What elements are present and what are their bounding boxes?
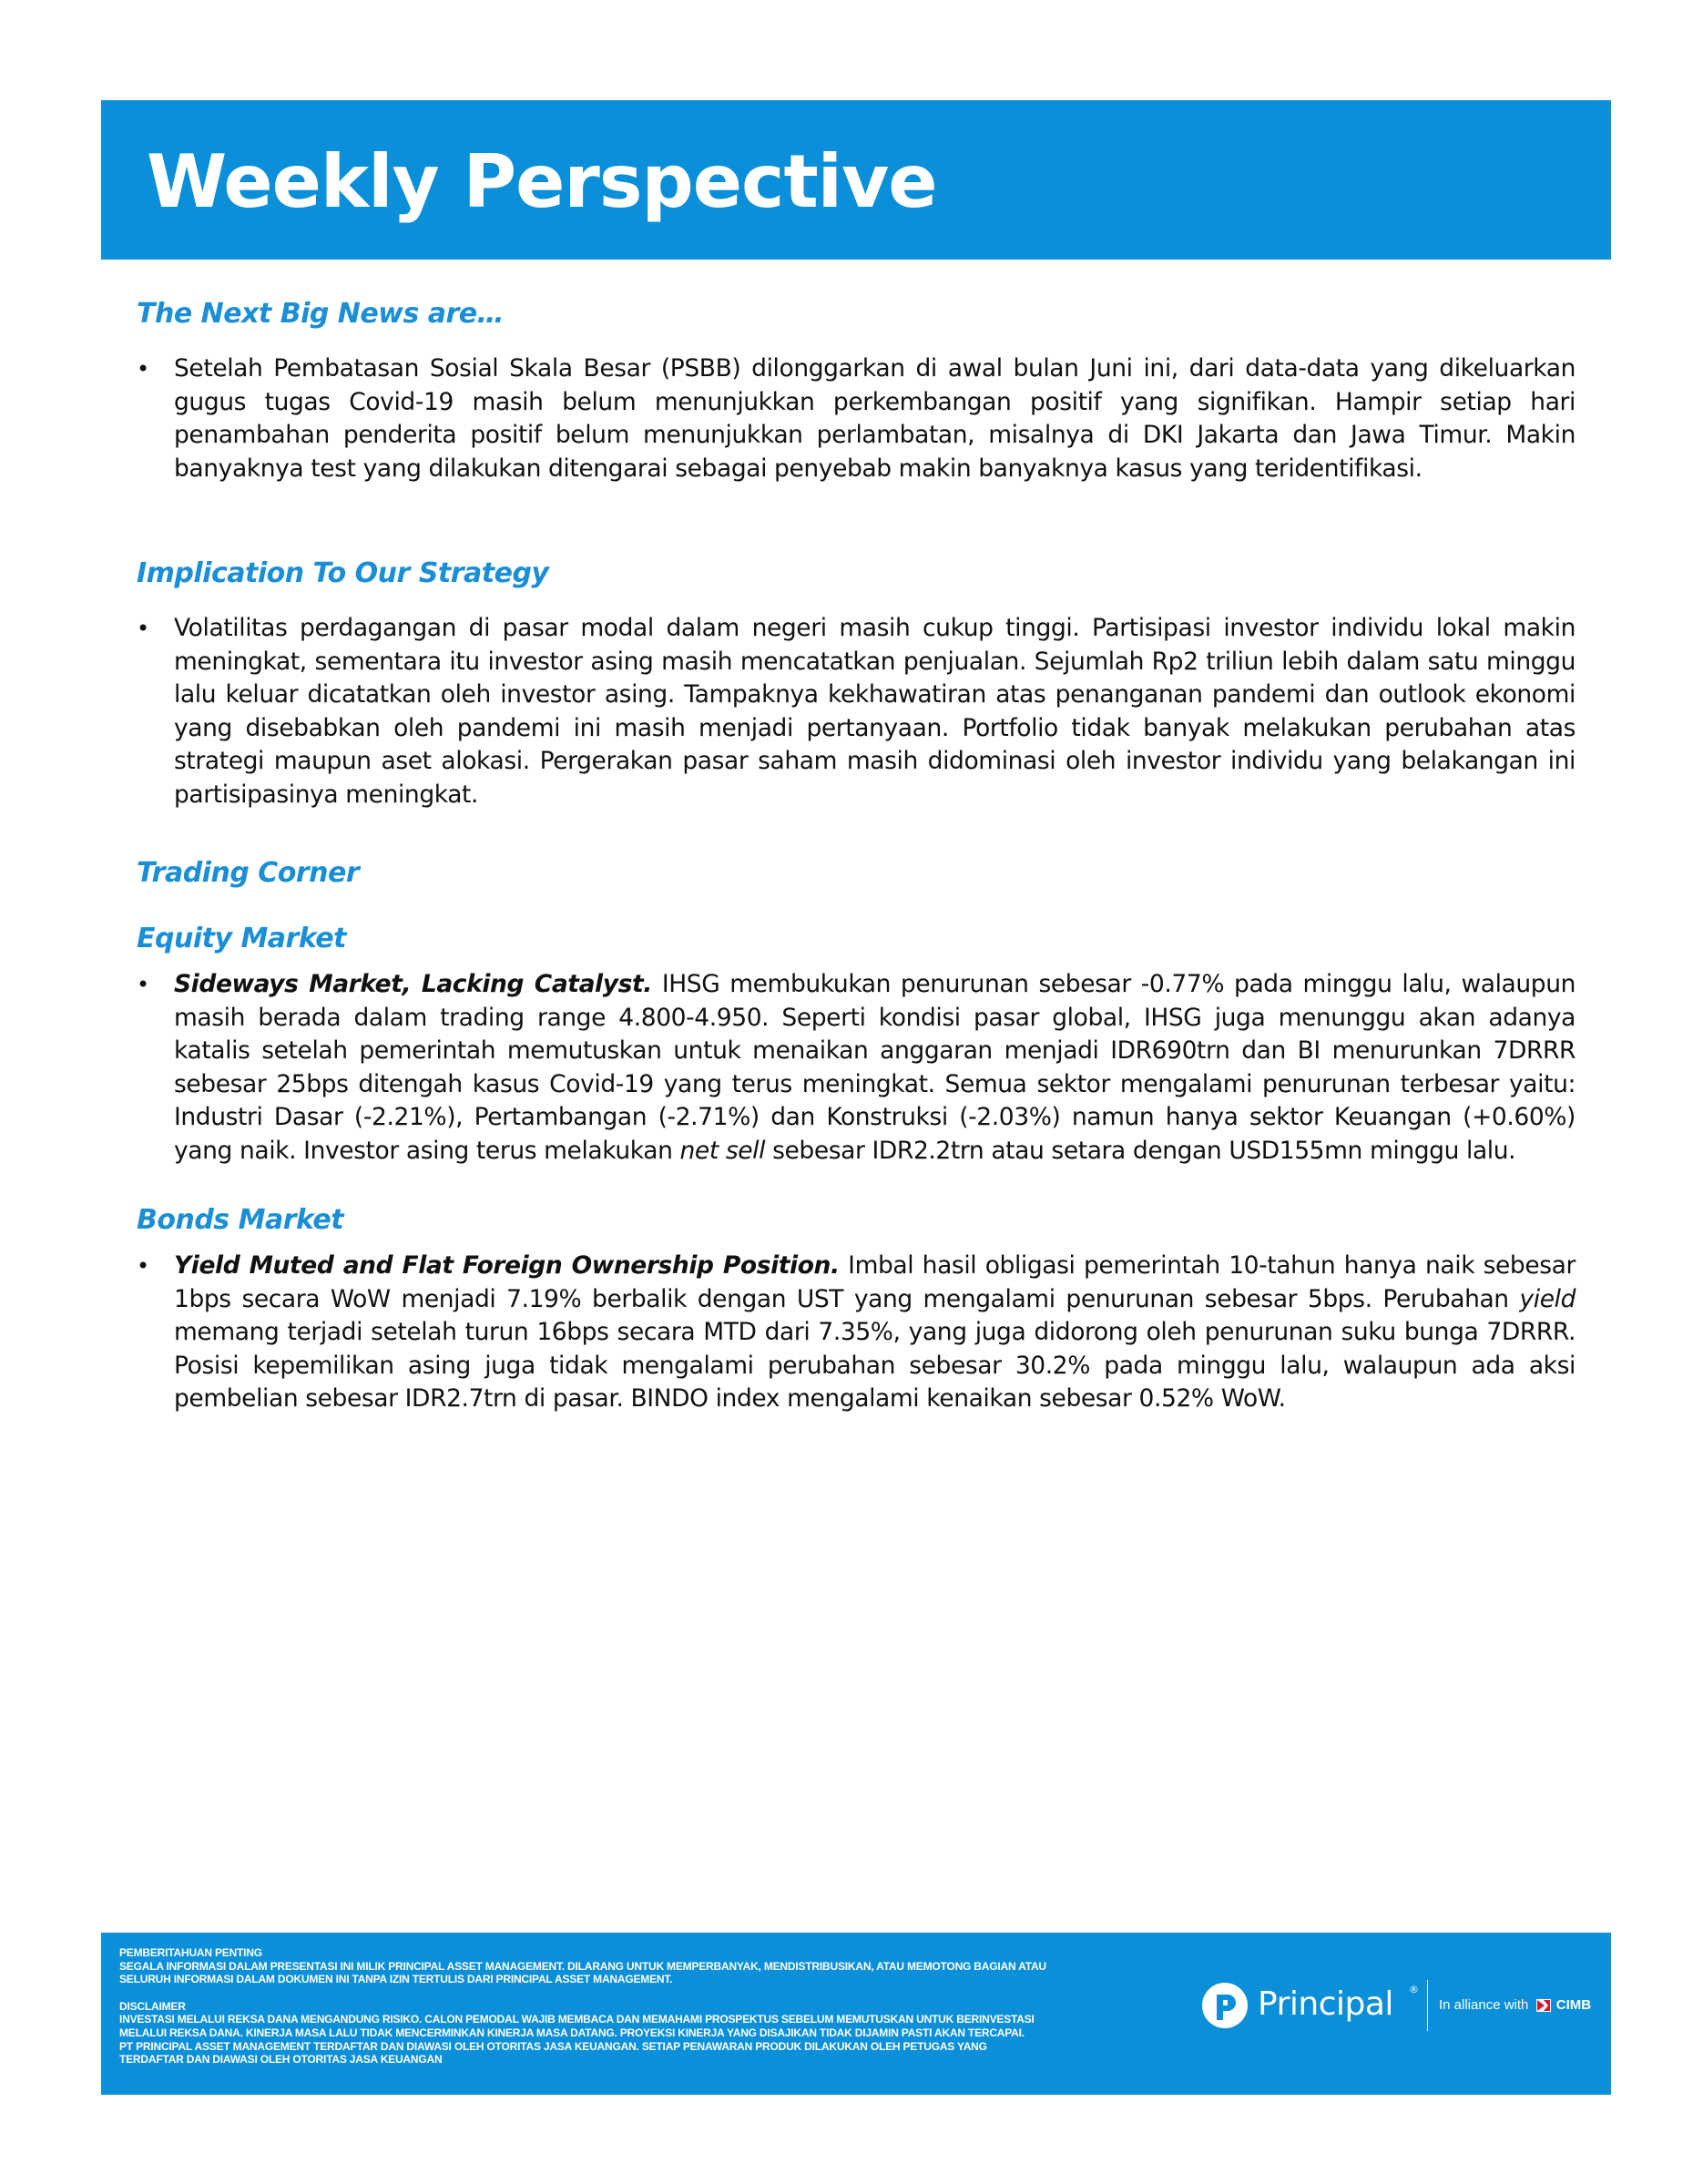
section-heading-next-big-news: The Next Big News are… <box>137 298 505 330</box>
bullet-dot-icon: • <box>137 972 149 997</box>
notice-line: SEGALA INFORMASI DALAM PRESENTASI INI MILIK PRINCIPAL ASSET MANAGEMENT. DILARANG UNTUK MEMPERBANYAK, MENDISTRIBUSIKAN, ATAU MEMOTONG BAGIAN ATAU <box>119 1959 1046 1973</box>
bullet-dot-icon: • <box>137 616 149 641</box>
implication-list <box>137 612 1576 811</box>
page-title: Weekly Perspective <box>147 139 937 224</box>
alliance-label <box>1439 1996 1591 2015</box>
equity-lead: Sideways Market, Lacking Catalyst. <box>174 970 652 998</box>
bonds-text-2: memang terjadi setelah turun 16bps secara MTD dari 7.35%, yang juga didorong oleh penurunan suku bunga 7DRRR. Posisi kepemilikan asing juga tidak mengalami perubahan sebesar 30.2% pada minggu lalu, walaupun ada aksi pembelian sebesar IDR2.7trn di pasar. BINDO index mengalami kenaikan sebesar 0.52% WoW. <box>174 1318 1576 1413</box>
bullet-dot-icon: • <box>137 356 149 382</box>
alliance-text: In alliance with <box>1439 1997 1529 2013</box>
bullet-dot-icon: • <box>137 1253 149 1279</box>
notice-line: SELURUH INFORMASI DALAM DOKUMEN INI TANPA IZIN TERTULIS DARI PRINCIPAL ASSET MANAGEMENT. <box>119 1973 673 1986</box>
cimb-wordmark: CIMB <box>1555 1997 1592 2013</box>
footer-band <box>101 1933 1611 2095</box>
principal-wordmark: Principal <box>1258 1985 1393 2023</box>
bullet-text: Setelah Pembatasan Sosial Skala Besar (PSBB) dilonggarkan di awal bulan Juni ini, dari data-data yang dikeluarkan gugus tugas Covid-19 masih belum menunjukkan perkembangan positif yang signifikan. Hampir setiap hari penambahan penderita positif belum menunjukkan perlambatan, misalnya di DKI Jakarta dan Jawa Timur. Makin banyaknya test yang dilakukan ditengarai sebagai penyebab makin banyaknya kasus yang teridentifikasi. <box>174 354 1576 483</box>
bonds-text-1: Imbal hasil obligasi pemerintah 10-tahun hanya naik sebesar 1bps secara WoW menjadi 7.19% berbalik dengan UST yang mengalami penurunan sebesar 5bps. Perubahan <box>174 1251 1576 1313</box>
section-heading-trading-corner: Trading Corner <box>137 857 360 889</box>
equity-list <box>137 968 1576 1168</box>
registered-mark: ® <box>1409 1984 1419 1995</box>
footer-disclaimer <box>119 1946 1221 2067</box>
disclaimer-line: INVESTASI MELALUI REKSA DANA MENGANDUNG RISIKO. CALON PEMODAL WAJIB MEMBACA DAN MEMAHAMI PROSPEKTUS SEBELUM MEMUTUSKAN UNTUK BERINVESTASI <box>119 2013 1035 2026</box>
bonds-bullet <box>137 1250 1576 1416</box>
bonds-list <box>137 1250 1576 1416</box>
bullet-text: Volatilitas perdagangan di pasar modal dalam negeri masih cukup tinggi. Partisipasi investor individu lokal makin meningkat, sementara itu investor asing masih mencatatkan penjualan. Sejumlah Rp2 triliun lebih dalam satu minggu lalu keluar dicatatkan oleh investor asing. Tampaknya kekhawatiran atas penanganan pandemi dan outlook ekonomi yang disebabkan oleh pandemi ini masih menjadi pertanyaan. Portfolio tidak banyak melakukan perubahan atas strategi maupun aset alokasi. Pergerakan pasar saham masih didominasi oleh investor individu yang belakangan ini partisipasinya meningkat. <box>174 614 1576 809</box>
next-big-news-list <box>137 352 1576 485</box>
header-band <box>101 100 1611 260</box>
section-heading-bonds-market: Bonds Market <box>137 1204 344 1236</box>
equity-bullet <box>137 968 1576 1168</box>
bonds-emphasis: yield <box>1519 1284 1576 1313</box>
notice-title: PEMBERITAHUAN PENTING <box>119 1946 262 1959</box>
brand-logo <box>1201 1978 1602 2042</box>
bonds-lead: Yield Muted and Flat Foreign Ownership Position. <box>174 1251 840 1280</box>
disclaimer-title: DISCLAIMER <box>119 1999 186 2013</box>
section-heading-implication: Implication To Our Strategy <box>137 557 549 589</box>
logo-divider <box>1427 1980 1428 2031</box>
equity-text-2: sebesar IDR2.2trn atau setara dengan USD155mn minggu lalu. <box>765 1136 1516 1165</box>
section-heading-equity-market: Equity Market <box>137 923 346 954</box>
next-big-news-bullet <box>137 352 1576 485</box>
cimb-logo-icon <box>1536 1999 1551 2012</box>
principal-logo-icon <box>1201 1982 1249 2029</box>
disclaimer-line: TERDAFTAR DAN DIAWASI OLEH OTORITAS JASA KEUANGAN <box>119 2053 443 2067</box>
implication-bullet <box>137 612 1576 811</box>
disclaimer-line: PT PRINCIPAL ASSET MANAGEMENT TERDAFTAR DAN DIAWASI OLEH OTORITAS JASA KEUANGAN. SETIAP PENAWARAN PRODUK DILAKUKAN OLEH PETUGAS YANG <box>119 2039 987 2053</box>
equity-emphasis: net sell <box>679 1136 766 1165</box>
disclaimer-line: MELALUI REKSA DANA. KINERJA MASA LALU TIDAK MENCERMINKAN KINERJA MASA DATANG. PROYEKSI KINERJA YANG DISAJIKAN TIDAK DIJAMIN PASTI AKAN TERCAPAI. <box>119 2026 1025 2039</box>
main-content <box>137 296 1576 1416</box>
equity-text-1: IHSG membukukan penurunan sebesar -0.77% pada minggu lalu, walaupun masih berada dalam trading range 4.800-4.950. Seperti kondisi pasar global, IHSG juga menunggu akan adanya katalis setelah pemerintah memutuskan untuk menaikan anggaran menjadi IDR690trn dan BI menurunkan 7DRRR sebesar 25bps ditengah kasus Covid-19 yang terus meningkat. Semua sektor mengalami penurunan terbesar yaitu: Industri Dasar (-2.21%), Pertambangan (-2.71%) dan Konstruksi (-2.03%) namun hanya sektor Keuangan (+0.60%) yang naik. Investor asing terus melakukan <box>174 970 1576 1165</box>
